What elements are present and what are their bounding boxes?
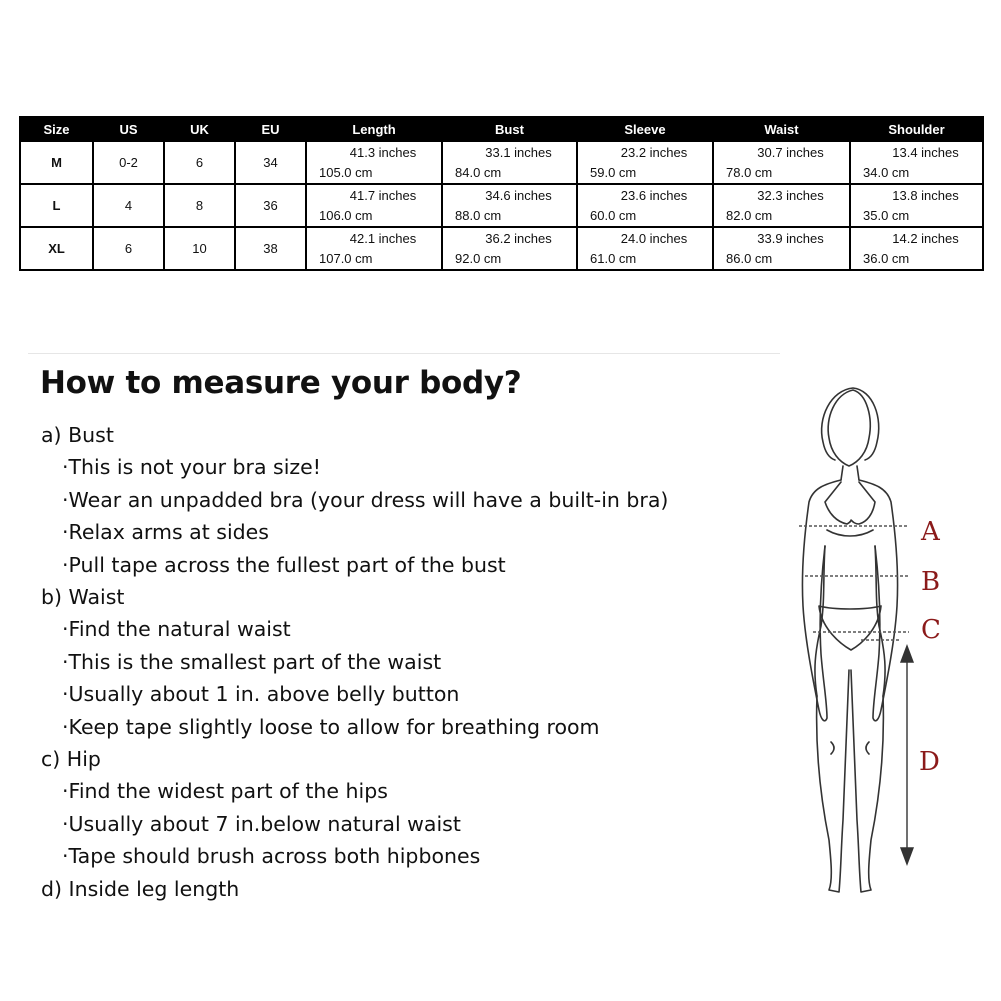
tip-text: ·Pull tape across the fullest part of the bust xyxy=(62,552,506,577)
underwear-outline xyxy=(819,606,881,650)
waist-inches: 30.7 inches xyxy=(757,144,824,160)
neck-outline xyxy=(841,466,859,480)
size-cell: XL xyxy=(20,227,93,270)
eu-cell: 38 xyxy=(235,227,306,270)
bust-inches: 34.6 inches xyxy=(485,187,552,203)
uk-cell: 8 xyxy=(164,184,235,227)
guide-title: How to measure your body? xyxy=(40,365,522,401)
bust-inches: 36.2 inches xyxy=(485,230,552,246)
waist-cell xyxy=(713,184,850,227)
shoulder-inches: 13.4 inches xyxy=(892,144,959,160)
sleeve-cell xyxy=(577,141,713,184)
sleeve-inches: 24.0 inches xyxy=(620,230,688,246)
us-cell: 6 xyxy=(93,227,164,270)
waist-cm: 86.0 cm xyxy=(726,251,773,267)
label-b: B xyxy=(921,567,941,597)
tip-text: ·This is the smallest part of the waist xyxy=(62,649,442,674)
waist-cell xyxy=(713,141,850,184)
shoulder-inches: 13.8 inches xyxy=(892,187,959,203)
tip-text: ·Find the widest part of the hips xyxy=(62,779,388,804)
waist-inches: 33.9 inches xyxy=(757,230,824,246)
section-heading: b) Waist xyxy=(41,585,125,610)
sleeve-inches: 23.6 inches xyxy=(620,187,688,203)
header-sleeve: Sleeve xyxy=(577,117,713,141)
bust-cm: 84.0 cm xyxy=(455,165,502,181)
inside-leg-arrow-bottom-icon xyxy=(901,848,913,864)
size-cell: L xyxy=(20,184,93,227)
length-inches: 42.1 inches xyxy=(349,230,417,246)
section-waist xyxy=(41,581,668,743)
length-inches: 41.7 inches xyxy=(349,187,417,203)
waist-cm: 78.0 cm xyxy=(726,165,773,181)
shoulder-cm: 35.0 cm xyxy=(863,208,910,224)
left-arm-outline xyxy=(802,480,841,721)
length-cm: 107.0 cm xyxy=(319,251,373,267)
header-eu: EU xyxy=(235,117,306,141)
sleeve-cm: 59.0 cm xyxy=(590,165,637,181)
section-bust xyxy=(41,419,668,581)
bra-outline xyxy=(825,482,875,536)
size-chart-table xyxy=(19,116,984,271)
tip-text: ·Tape should brush across both hipbones xyxy=(62,844,481,869)
bust-cell xyxy=(442,227,577,270)
sleeve-cm: 60.0 cm xyxy=(590,208,637,224)
length-cell xyxy=(306,141,442,184)
right-arm-outline xyxy=(859,480,898,721)
header-shoulder: Shoulder xyxy=(850,117,983,141)
header-length: Length xyxy=(306,117,442,141)
label-a: A xyxy=(921,517,940,547)
size-cell: M xyxy=(20,141,93,184)
section-heading: d) Inside leg length xyxy=(41,876,240,901)
tip-text: ·Usually about 1 in. above belly button xyxy=(62,682,460,707)
header-us: US xyxy=(93,117,164,141)
shoulder-cell xyxy=(850,227,983,270)
section-heading: a) Bust xyxy=(41,423,114,447)
section-heading: c) Hip xyxy=(41,747,101,772)
section-hip xyxy=(41,743,668,873)
right-leg-outline xyxy=(851,670,883,892)
us-cell: 0-2 xyxy=(93,141,164,184)
shoulder-inches: 14.2 inches xyxy=(892,230,959,246)
uk-cell: 6 xyxy=(164,141,235,184)
eu-cell: 34 xyxy=(235,141,306,184)
bust-cell xyxy=(442,184,577,227)
eu-cell: 36 xyxy=(235,184,306,227)
section-divider xyxy=(28,353,780,354)
head-outline xyxy=(828,390,870,466)
header-bust: Bust xyxy=(442,117,577,141)
length-inches: 41.3 inches xyxy=(349,144,417,160)
sleeve-inches: 23.2 inches xyxy=(620,144,688,160)
tip-text: ·Find the natural waist xyxy=(62,617,291,642)
table-row xyxy=(20,141,983,184)
shoulder-cell xyxy=(850,141,983,184)
left-leg-outline xyxy=(817,670,849,892)
length-cell xyxy=(306,227,442,270)
sleeve-cm: 61.0 cm xyxy=(590,251,637,267)
length-cm: 106.0 cm xyxy=(319,208,373,224)
bust-inches: 33.1 inches xyxy=(485,144,552,160)
us-cell: 4 xyxy=(93,184,164,227)
header-waist: Waist xyxy=(713,117,850,141)
header-uk: UK xyxy=(164,117,235,141)
measure-guide xyxy=(41,419,668,905)
sleeve-cell xyxy=(577,227,713,270)
knee-marks xyxy=(831,742,869,754)
shoulder-cm: 34.0 cm xyxy=(863,165,910,181)
tip-text: ·Relax arms at sides xyxy=(62,520,269,545)
table-row xyxy=(20,184,983,227)
bust-cm: 92.0 cm xyxy=(455,251,502,267)
label-d: D xyxy=(919,747,940,777)
header-size: Size xyxy=(20,117,93,141)
label-c: C xyxy=(921,615,941,645)
tip-text: ·Wear an unpadded bra (your dress will have a built-in bra) xyxy=(62,487,669,512)
section-inside-leg xyxy=(41,873,668,905)
sleeve-cell xyxy=(577,184,713,227)
shoulder-cell xyxy=(850,184,983,227)
length-cell xyxy=(306,184,442,227)
waist-inches: 32.3 inches xyxy=(757,187,824,203)
tip-text: ·Usually about 7 in.below natural waist xyxy=(62,811,461,836)
shoulder-cm: 36.0 cm xyxy=(863,251,910,267)
length-cm: 105.0 cm xyxy=(319,165,373,181)
uk-cell: 10 xyxy=(164,227,235,270)
table-row xyxy=(20,227,983,270)
waist-cm: 82.0 cm xyxy=(726,208,773,224)
tip-text: ·This is not your bra size! xyxy=(62,455,322,480)
bust-cm: 88.0 cm xyxy=(455,208,502,224)
inside-leg-arrow-top-icon xyxy=(901,646,913,662)
size-chart-header-row xyxy=(20,117,983,141)
bust-cell xyxy=(442,141,577,184)
tip-text: ·Keep tape slightly loose to allow for breathing room xyxy=(62,714,600,739)
waist-cell xyxy=(713,227,850,270)
body-figure-illustration xyxy=(785,380,985,910)
